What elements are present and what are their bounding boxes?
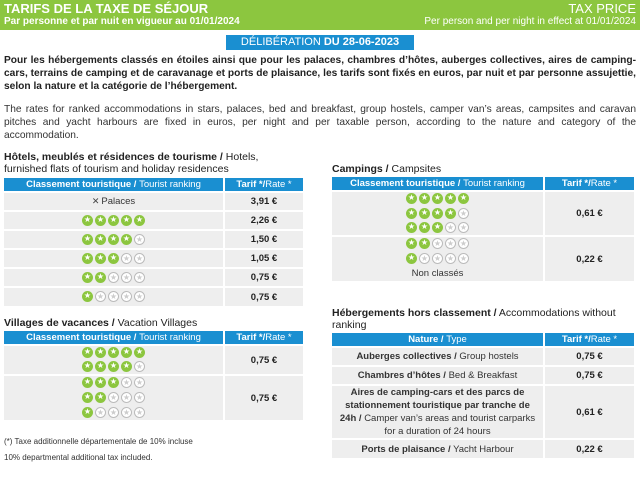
- star-filled-icon: [121, 347, 132, 358]
- star-rating: [82, 377, 145, 388]
- rank-cell: [332, 206, 544, 221]
- hotels-title-fr: Hôtels, meublés et résidences de tourisme /: [4, 151, 223, 163]
- table-row: [4, 287, 303, 306]
- table-row: [4, 375, 303, 390]
- star-filled-icon: [95, 272, 106, 283]
- star-empty-icon: [121, 272, 132, 283]
- star-filled-icon: [406, 193, 417, 204]
- star-empty-icon: [432, 253, 443, 264]
- star-filled-icon: [134, 347, 145, 358]
- rank-cell: [4, 390, 224, 405]
- rank-cell: [332, 221, 544, 236]
- star-filled-icon: [95, 361, 106, 372]
- rank-cell: [4, 268, 224, 287]
- subtitle-en: Per person and per night in effect at 01/01/2024: [424, 16, 636, 27]
- star-filled-icon: [82, 253, 93, 264]
- star-rating: [82, 361, 145, 372]
- star-empty-icon: [108, 291, 119, 302]
- rank-cell: [4, 405, 224, 420]
- star-filled-icon: [95, 215, 106, 226]
- table-row: [332, 439, 634, 458]
- star-empty-icon: [134, 253, 145, 264]
- star-rating: [82, 215, 145, 226]
- campings-title-fr: Campings /: [332, 163, 389, 175]
- star-empty-icon: [108, 272, 119, 283]
- star-rating: [406, 193, 469, 204]
- star-empty-icon: [134, 291, 145, 302]
- nature-fr: Auberges collectives /: [356, 351, 457, 362]
- star-filled-icon: [108, 215, 119, 226]
- star-filled-icon: [82, 272, 93, 283]
- star-rating: [406, 222, 469, 233]
- star-filled-icon: [432, 208, 443, 219]
- campings-col-rank: Classement touristique / Tourist ranking: [332, 177, 544, 191]
- rate-cell: 0,75 €: [224, 287, 303, 306]
- star-filled-icon: [95, 347, 106, 358]
- star-empty-icon: [419, 253, 430, 264]
- star-rating: [82, 272, 145, 283]
- star-filled-icon: [445, 193, 456, 204]
- nature-en: Group hostels: [459, 351, 519, 362]
- rank-cell: [4, 249, 224, 268]
- star-filled-icon: [458, 193, 469, 204]
- title-fr: TARIFS DE LA TAXE DE SÉJOUR: [4, 1, 209, 16]
- rate-cell: 0,75 €: [224, 268, 303, 287]
- star-rating: [82, 392, 145, 403]
- footnote-en: 10% departmental additional tax included.: [4, 453, 153, 462]
- star-filled-icon: [406, 208, 417, 219]
- table-row: [4, 249, 303, 268]
- unranked-col-rate: Tarif */Rate *: [544, 333, 634, 347]
- star-empty-icon: [121, 291, 132, 302]
- star-filled-icon: [108, 253, 119, 264]
- star-filled-icon: [406, 238, 417, 249]
- star-empty-icon: [121, 392, 132, 403]
- nature-fr: Ports de plaisance /: [361, 443, 451, 455]
- villages-col-rate: Tarif */Rate *: [224, 331, 303, 345]
- star-filled-icon: [406, 222, 417, 233]
- star-empty-icon: [445, 253, 456, 264]
- star-filled-icon: [82, 347, 93, 358]
- table-row: [332, 236, 634, 251]
- star-empty-icon: [95, 291, 106, 302]
- star-rating: [82, 234, 145, 245]
- rate-cell: 0,75 €: [544, 347, 634, 366]
- rate-cell: 1,05 €: [224, 249, 303, 268]
- campings-title: [332, 163, 636, 175]
- rank-cell: [4, 375, 224, 390]
- unranked-table: [332, 333, 634, 458]
- deliberation-date: DU 28-06-2023: [323, 36, 400, 48]
- villages-title-fr: Villages de vacances /: [4, 317, 115, 329]
- star-filled-icon: [121, 361, 132, 372]
- subtitle-fr: Par personne et par nuit en vigueur au 01/01/2024: [4, 16, 240, 27]
- star-rating: [82, 253, 145, 264]
- rank-cell: [4, 230, 224, 249]
- deliberation-label: DÉLIBÉRATION: [240, 36, 321, 48]
- star-empty-icon: [108, 407, 119, 418]
- star-empty-icon: [134, 234, 145, 245]
- hotels-table: [4, 178, 303, 306]
- header-bar: [0, 0, 640, 30]
- star-empty-icon: [121, 253, 132, 264]
- star-filled-icon: [419, 208, 430, 219]
- star-empty-icon: [134, 392, 145, 403]
- star-filled-icon: [95, 253, 106, 264]
- unranked-title: [332, 307, 636, 331]
- rate-cell: 0,75 €: [224, 345, 303, 375]
- table-row: [4, 192, 303, 211]
- nature-cell: [332, 385, 544, 439]
- table-row: [4, 345, 303, 360]
- table-row: [4, 230, 303, 249]
- campings-col-rate: Tarif */Rate *: [544, 177, 634, 191]
- star-filled-icon: [121, 215, 132, 226]
- villages-title-en: Vacation Villages: [117, 317, 198, 329]
- star-filled-icon: [121, 234, 132, 245]
- villages-col-rank: Classement touristique / Tourist ranking: [4, 331, 224, 345]
- star-empty-icon: [458, 238, 469, 249]
- star-filled-icon: [432, 222, 443, 233]
- footnote-fr: (*) Taxe additionnelle départementale de 10% incluse: [4, 437, 193, 446]
- star-rating: [406, 253, 469, 264]
- star-filled-icon: [95, 234, 106, 245]
- rank-cell: [4, 211, 224, 230]
- star-empty-icon: [108, 392, 119, 403]
- rate-cell: 0,61 €: [544, 385, 634, 439]
- nature-cell: [332, 366, 544, 385]
- star-empty-icon: [121, 377, 132, 388]
- rate-cell: 3,91 €: [224, 192, 303, 211]
- hotels-title-en: Hotels, furnished flats of tourism and holiday residences: [4, 151, 259, 175]
- table-row: [332, 366, 634, 385]
- rate-cell: 0,75 €: [224, 375, 303, 420]
- rank-cell: [4, 345, 224, 360]
- nature-fr: Chambres d’hôtes /: [357, 370, 446, 381]
- star-filled-icon: [445, 208, 456, 219]
- nature-cell: [332, 347, 544, 366]
- star-filled-icon: [108, 234, 119, 245]
- palace-icon: ✕: [91, 197, 100, 207]
- star-empty-icon: [445, 222, 456, 233]
- star-filled-icon: [82, 234, 93, 245]
- star-filled-icon: [108, 361, 119, 372]
- rank-cell: [332, 236, 544, 251]
- star-filled-icon: [95, 392, 106, 403]
- unranked-title-fr: Hébergements hors classement /: [332, 307, 497, 319]
- star-filled-icon: [419, 222, 430, 233]
- title-en: TAX PRICE: [568, 1, 636, 16]
- star-empty-icon: [95, 407, 106, 418]
- star-filled-icon: [82, 215, 93, 226]
- table-row: [4, 268, 303, 287]
- rate-cell: 1,50 €: [224, 230, 303, 249]
- star-rating: [406, 208, 469, 219]
- campings-title-en: Campsites: [391, 163, 442, 175]
- unranked-label: Non classés: [332, 266, 544, 281]
- star-empty-icon: [134, 272, 145, 283]
- star-empty-icon: [121, 407, 132, 418]
- star-empty-icon: [134, 407, 145, 418]
- star-filled-icon: [82, 392, 93, 403]
- rate-cell: 0,22 €: [544, 439, 634, 458]
- table-row: [332, 347, 634, 366]
- campings-table: [332, 177, 634, 281]
- star-filled-icon: [82, 361, 93, 372]
- nature-cell: [332, 439, 544, 458]
- deliberation-banner: [226, 35, 414, 50]
- star-filled-icon: [108, 377, 119, 388]
- palace-label: Palaces: [101, 196, 136, 207]
- nature-en: Yacht Harbour: [453, 443, 514, 455]
- star-rating: [406, 238, 469, 249]
- hotels-title: [4, 151, 304, 175]
- villages-table: [4, 331, 303, 420]
- star-filled-icon: [82, 407, 93, 418]
- rate-cell: 2,26 €: [224, 211, 303, 230]
- rank-cell: [4, 287, 224, 306]
- rate-cell: 0,22 €: [544, 236, 634, 281]
- star-empty-icon: [134, 377, 145, 388]
- star-empty-icon: [445, 238, 456, 249]
- rate-cell: 0,61 €: [544, 191, 634, 236]
- hotels-col-rank: Classement touristique / Tourist ranking: [4, 178, 224, 192]
- star-rating: [82, 291, 145, 302]
- nature-en: Camper van’s areas and tourist carparks for a duration of 24 hours: [364, 413, 536, 437]
- star-filled-icon: [419, 238, 430, 249]
- star-rating: [82, 347, 145, 358]
- rate-cell: 0,75 €: [544, 366, 634, 385]
- rank-cell: [4, 360, 224, 375]
- hotels-col-rate: Tarif */Rate *: [224, 178, 303, 192]
- intro-en: The rates for ranked accommodations in stars, palaces, bed and breakfast, group hostels, camper van’s areas, campsites and caravan pitches and yacht harbours are fixed in euros, per night and per taxable person, according to the nature and category of the accommodation.: [4, 104, 636, 141]
- star-rating: [82, 407, 145, 418]
- star-filled-icon: [95, 377, 106, 388]
- rank-cell: [332, 251, 544, 266]
- star-filled-icon: [419, 193, 430, 204]
- star-empty-icon: [134, 361, 145, 372]
- star-empty-icon: [458, 208, 469, 219]
- rank-cell: [4, 192, 224, 211]
- star-empty-icon: [458, 253, 469, 264]
- star-empty-icon: [432, 238, 443, 249]
- unranked-title-en: Accommodations without ranking: [332, 307, 616, 331]
- star-filled-icon: [108, 347, 119, 358]
- star-filled-icon: [134, 215, 145, 226]
- villages-title: [4, 317, 304, 329]
- nature-en: Bed & Breakfast: [448, 370, 518, 381]
- star-filled-icon: [82, 291, 93, 302]
- star-filled-icon: [432, 193, 443, 204]
- star-empty-icon: [458, 222, 469, 233]
- unranked-col-nature: Nature / Type: [332, 333, 544, 347]
- table-row: [332, 385, 634, 439]
- rank-cell: [332, 191, 544, 206]
- table-row: [4, 211, 303, 230]
- table-row: [332, 191, 634, 206]
- star-filled-icon: [82, 377, 93, 388]
- intro-fr: Pour les hébergements classés en étoiles ainsi que pour les palaces, chambres d’hôtes, auberges collectives, aires de camping-cars, terrains de camping et de caravanage et ports de plaisance, les tarifs sont fixés en euros, par nuit et par personne assujettie, selon la nature et la catégorie de l’hébergement.: [4, 55, 636, 92]
- nature-fr: Aires de camping-cars et des parcs de stationnement touristique par tranche de 24h /: [339, 387, 530, 424]
- star-filled-icon: [406, 253, 417, 264]
